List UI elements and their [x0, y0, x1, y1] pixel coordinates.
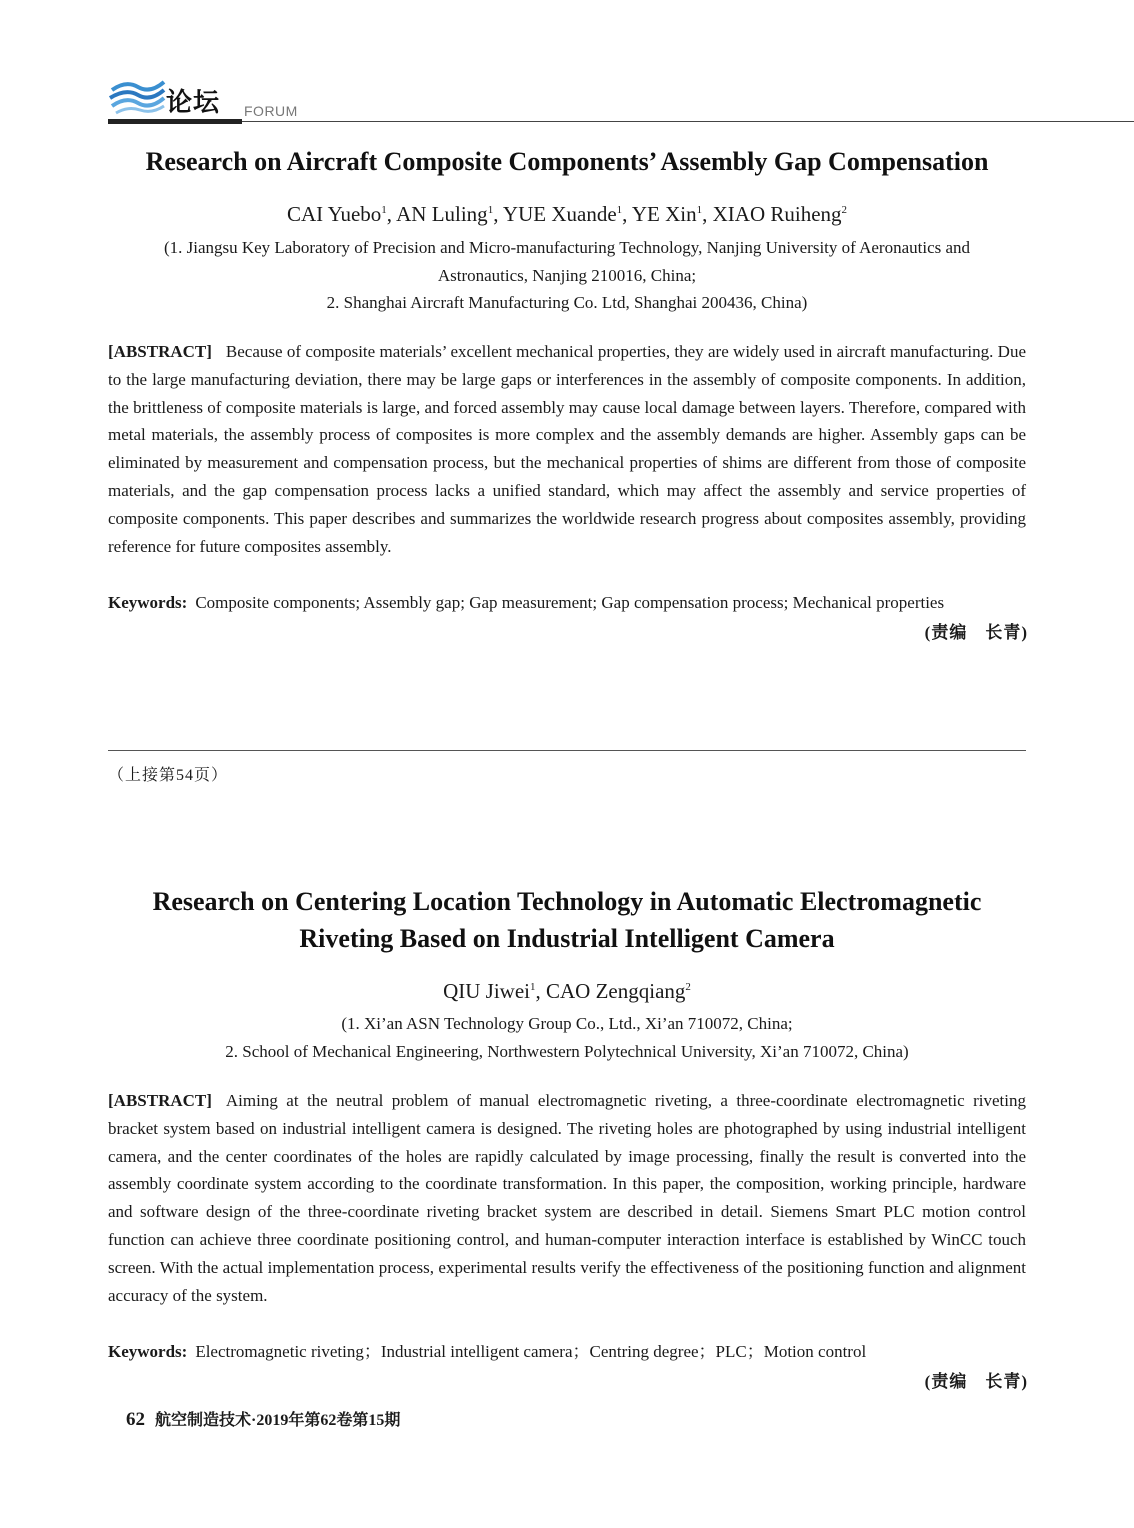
page-header	[108, 76, 1134, 126]
page-number: 62	[126, 1409, 145, 1430]
article1-affiliations	[108, 234, 1026, 317]
affil-line: Astronautics, Nanjing 210016, China;	[437, 265, 697, 285]
article1-title: Research on Aircraft Composite Components’ Assembly Gap Compensation	[145, 147, 989, 176]
abstract-label: [ABSTRACT]	[108, 342, 212, 361]
article2-keywords	[108, 1340, 1026, 1364]
title-line: Research on Centering Location Technology in Automatic Electromagnetic	[152, 887, 982, 916]
abstract-text: Aiming at the neutral problem of manual electromagnetic riveting, a three-coordinate electromagnetic riveting bracket system based on industrial intelligent camera is designed. The riveting holes are photographed by using industrial intelligent camera, and the center coordinates of the holes are rapidly calculated by image processing, finally the result is converted into the assembly coordinate system according to the coordinate transformation. In this paper, the composition, working principle, hardware and software design of the three-coordinate riveting bracket system are described in detail. Siemens Smart PLC motion control function can achieve three coordinate positioning control, and human-computer interaction interface is established by WinCC touch screen. With the actual implementation process, experimental results verify the effectiveness of the positioning function and alignment accuracy of the system.	[108, 1091, 1026, 1305]
article1-abstract	[108, 338, 1026, 560]
journal-citation: 航空制造技术·2019年第62卷第15期	[155, 1412, 401, 1429]
article2-abstract	[108, 1087, 1026, 1309]
author-affiliation-mark: 1	[696, 204, 703, 216]
title-line: Riveting Based on Industrial Intelligent Camera	[299, 924, 835, 953]
keywords-text: Electromagnetic riveting；Industrial intelligent camera；Centring degree；PLC；Motion control	[195, 1342, 867, 1361]
section-title-cn: 论坛	[166, 88, 221, 117]
author-name: CAI Yuebo	[286, 202, 382, 226]
article1-keywords	[108, 591, 1026, 615]
abstract-label: [ABSTRACT]	[108, 1091, 212, 1110]
page-footer	[126, 1407, 400, 1431]
author-name: XIAO Ruiheng	[712, 202, 842, 226]
author-name: QIU Jiwei	[443, 979, 530, 1003]
author-affiliation-mark: 1	[487, 204, 494, 216]
continued-from-note: （上接第54页）	[108, 767, 229, 784]
author-affiliation-mark: 1	[616, 204, 623, 216]
author-name: AN Luling	[396, 202, 488, 226]
author-affiliation-mark: 2	[841, 204, 848, 216]
wave-logo-icon	[108, 78, 166, 116]
abstract-text: Because of composite materials’ excellent mechanical properties, they are widely used in aircraft manufacturing. Due to the large manufacturing deviation, there may be large gaps or interferences in the assembly of composite components. In addition, the brittleness of composite materials is large, and forced assembly may cause local damage between layers. Therefore, compared with metal materials, the assembly process of composites is more complex and the assembly demands are higher. Assembly gaps can be eliminated by measurement and compensation process, but the mechanical properties of shims are different from those of composite materials, and the gap compensation process lacks a unified standard, which may affect the assembly and service properties of composite components. This paper describes and summarizes the worldwide research progress about composites assembly, providing reference for future composites assembly.	[108, 342, 1026, 556]
affil-line: 2. Shanghai Aircraft Manufacturing Co. Ltd, Shanghai 200436, China)	[326, 293, 808, 312]
keywords-label: Keywords:	[108, 1342, 188, 1361]
affil-line: 2. School of Mechanical Engineering, Northwestern Polytechnical University, Xi’an 710072, China)	[225, 1041, 909, 1061]
author-name: YUE Xuande	[502, 202, 617, 226]
affil-line: (1. Xi’an ASN Technology Group Co., Ltd., Xi’an 710072, China;	[341, 1014, 793, 1033]
article1-authors: CAI Yuebo$^1$, AN Luling$^1$, YUE Xuande$^1$, YE Xin$^1$, XIAO Ruiheng$^2$	[286, 202, 848, 226]
article1-editor: (责编 长青)	[924, 623, 1028, 642]
section-divider	[108, 750, 1026, 751]
affil-line: (1. Jiangsu Key Laboratory of Precision and Micro-manufacturing Technology, Nanjing University of Aeronautics and	[163, 238, 971, 257]
header-rule-thick	[108, 119, 242, 124]
section-title-en: FORUM	[244, 103, 298, 119]
author-affiliation-mark: 1	[381, 204, 387, 216]
article2-authors: QIU Jiwei$^1$, CAO Zengqiang$^2$	[443, 979, 691, 1003]
author-affiliation-mark: 2	[685, 981, 691, 993]
header-rule-thin	[242, 121, 1134, 122]
keywords-text: Composite components; Assembly gap; Gap measurement; Gap compensation process; Mechanical properties	[195, 593, 945, 612]
author-name: YE Xin	[631, 202, 697, 226]
keywords-label: Keywords:	[108, 593, 188, 612]
author-name: CAO Zengqiang	[546, 979, 686, 1003]
article2-affiliations	[108, 1010, 1026, 1065]
article2-editor: (责编 长青)	[924, 1372, 1028, 1391]
author-affiliation-mark: 1	[530, 981, 536, 993]
article2-title	[108, 883, 1026, 957]
